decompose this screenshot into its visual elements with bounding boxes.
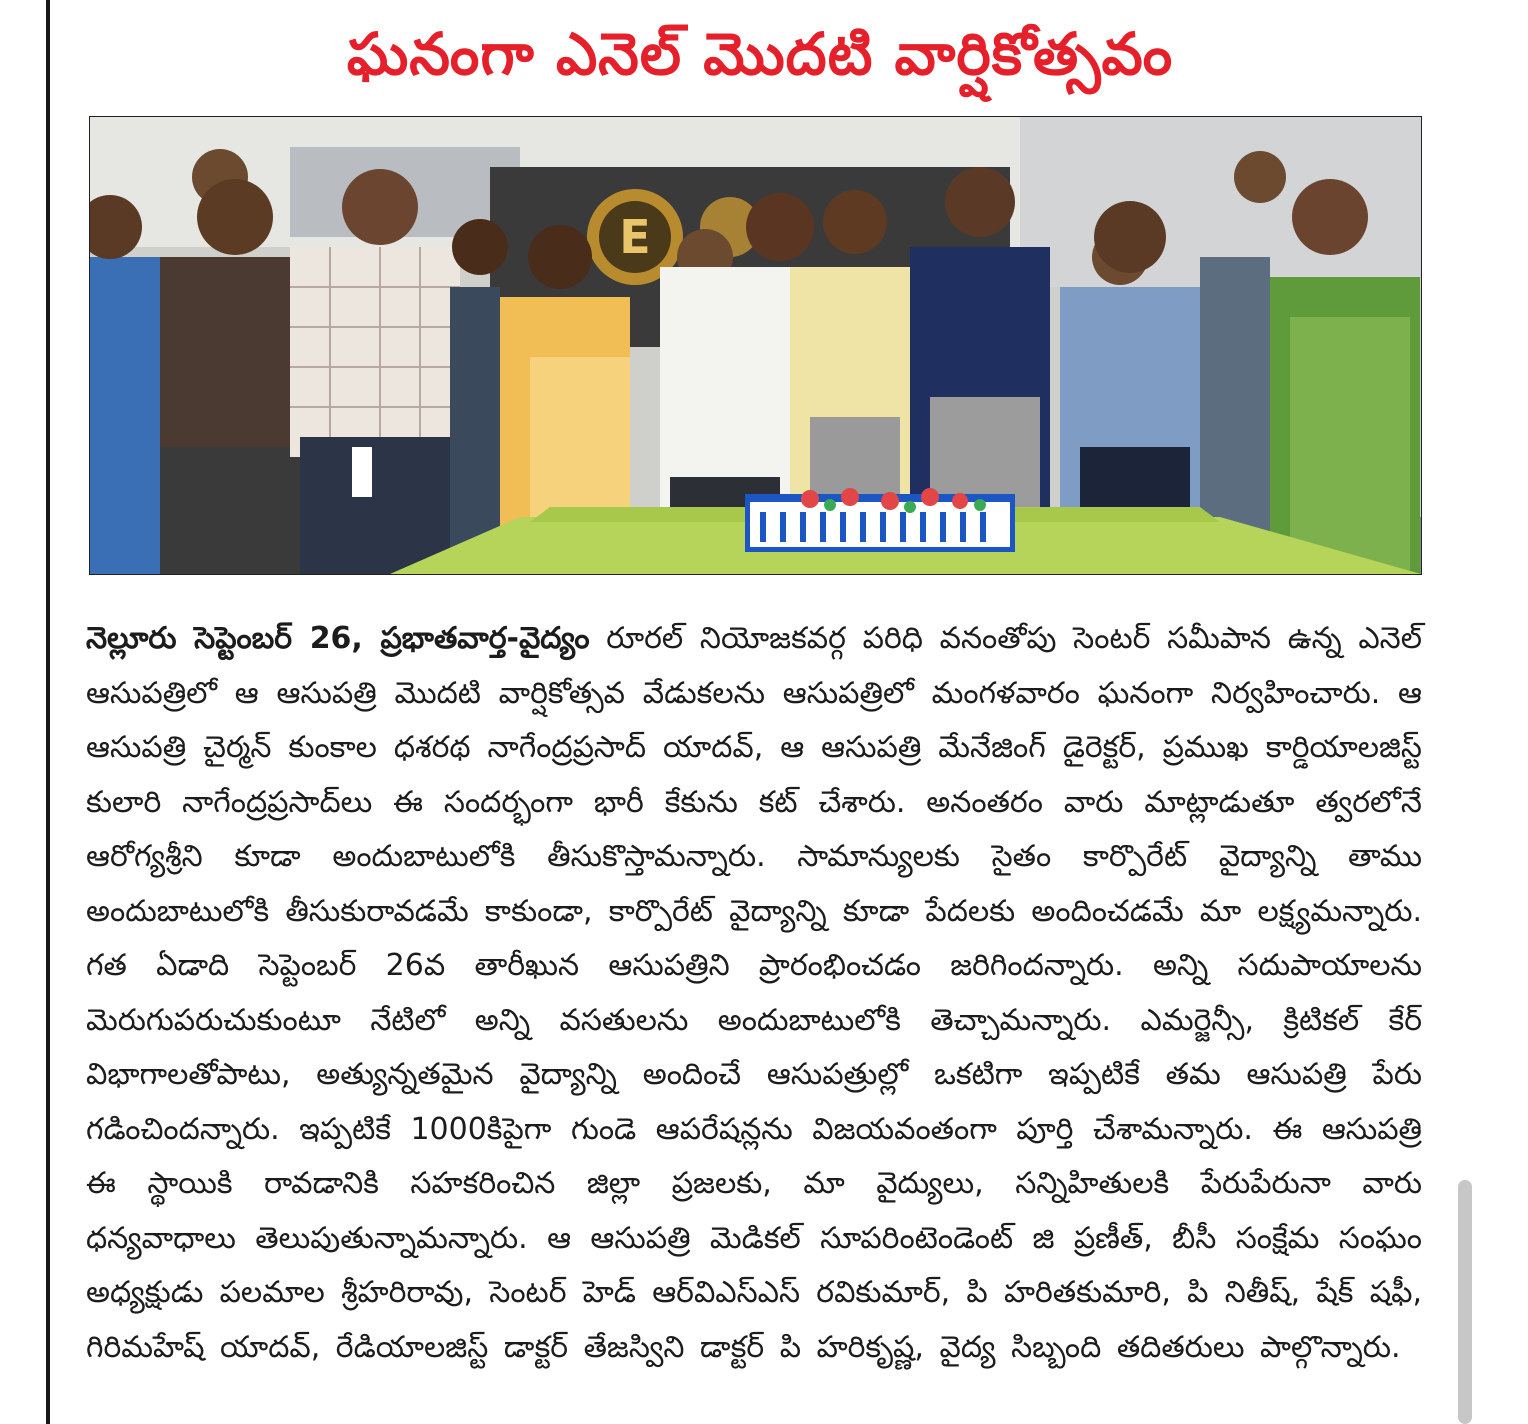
- left-column-rule: [46, 0, 50, 1424]
- scrollbar-thumb[interactable]: [1458, 1180, 1472, 1424]
- article-text: రూరల్ నియోజకవర్గ పరిధి వనంతోపు సెంటర్ సమీపాన ఉన్న ఎనెల్ ఆసుపత్రిలో ఆ ఆసుపత్రి మొదటి వార్షికోత్సవ వేడుకలను ఆసుపత్రిలో మంగళవారం ఘనంగా నిర్వహించారు. ఆ ఆసుపత్రి చైర్మన్ కుంకాల ధశరథ నాగేంద్రప్రసాద్ యాదవ్, ఆ ఆసుపత్రి మేనేజింగ్ డైరెక్టర్, ప్రముఖ కార్డియాలజిస్ట్ కులారి నాగేంద్రప్రసాద్‌లు ఈ సందర్భంగా భారీ కేకును కట్ చేశారు. అనంతరం వారు మాట్లాడుతూ త్వరలోనే ఆరోగ్యశ్రీని కూడా అందుబాటులోకి తీసుకొస్తామన్నారు. సామాన్యులకు సైతం కార్పొరేట్ వైద్యాన్ని తాము అందుబాటులోకి తీసుకురావడమే కాకుండా, కార్పొరేట్ వైద్యాన్ని కూడా పేదలకు అందించడమే మా లక్ష్యమన్నారు. గత ఏడాది సెప్టెంబర్ 26వ తారీఖున ఆసుపత్రిని ప్రారంభించడం జరిగిందన్నారు. అన్ని సదుపాయాలను మెరుగుపరుచుకుంటూ నేటిలో అన్ని వసతులను అందుబాటులోకి తెచ్చామన్నారు. ఎమర్జెన్సీ, క్రిటికల్ కేర్ విభాగాలతోపాటు, అత్యున్నతమైన వైద్యాన్ని అందించే ఆసుపత్రుల్లో ఒకటిగా ఇప్పటికే తమ ఆసుపత్రి పేరు గడించిందన్నారు. ఇప్పటికే 1000కిపైగా గుండె ఆపరేషన్లను విజయవంతంగా పూర్తి చేశామన్నారు. ఈ ఆసుపత్రి ఈ స్థాయికి రావడానికి సహకరించిన జిల్లా ప్రజలకు, మా వైద్యులు, సన్నిహితులకి పేరుపేరునా వారు ధన్యవాధాలు తెలుపుతున్నామన్నారు. ఆ ఆసుపత్రి మెడికల్ సూపరింటెండెంట్ జి ప్రణీత్, బీసీ సంక్షేమ సంఘం అధ్యక్షుడు పలమాల శ్రీహరిరావు, సెంటర్ హెడ్ ఆర్‌విఎస్ఎస్ రవికుమార్, పి హరితకుమారి, పి నితీష్, షేక్ షఫీ, గిరిమహేష్ యాదవ్, రేడియాలజిస్ట్ డాక్టర్ తేజస్విని డాక్టర్ పి హరికృష్ణ, వైద్య సిబ్బంది తదితరులు పాల్గొన్నారు.: [86, 621, 1422, 1365]
- headline: ఘనంగా ఎనెల్ మొదటి వార్షికోత్సవం: [346, 20, 1174, 88]
- article-body: [86, 612, 1422, 1375]
- news-photo: [89, 116, 1422, 575]
- cake-cutting-photo: [90, 117, 1421, 574]
- logo-letter: E: [619, 210, 651, 264]
- article-dateline: నెల్లూరు సెప్టెంబర్ 26, ప్రభాతవార్త-వైద్యం: [86, 621, 590, 656]
